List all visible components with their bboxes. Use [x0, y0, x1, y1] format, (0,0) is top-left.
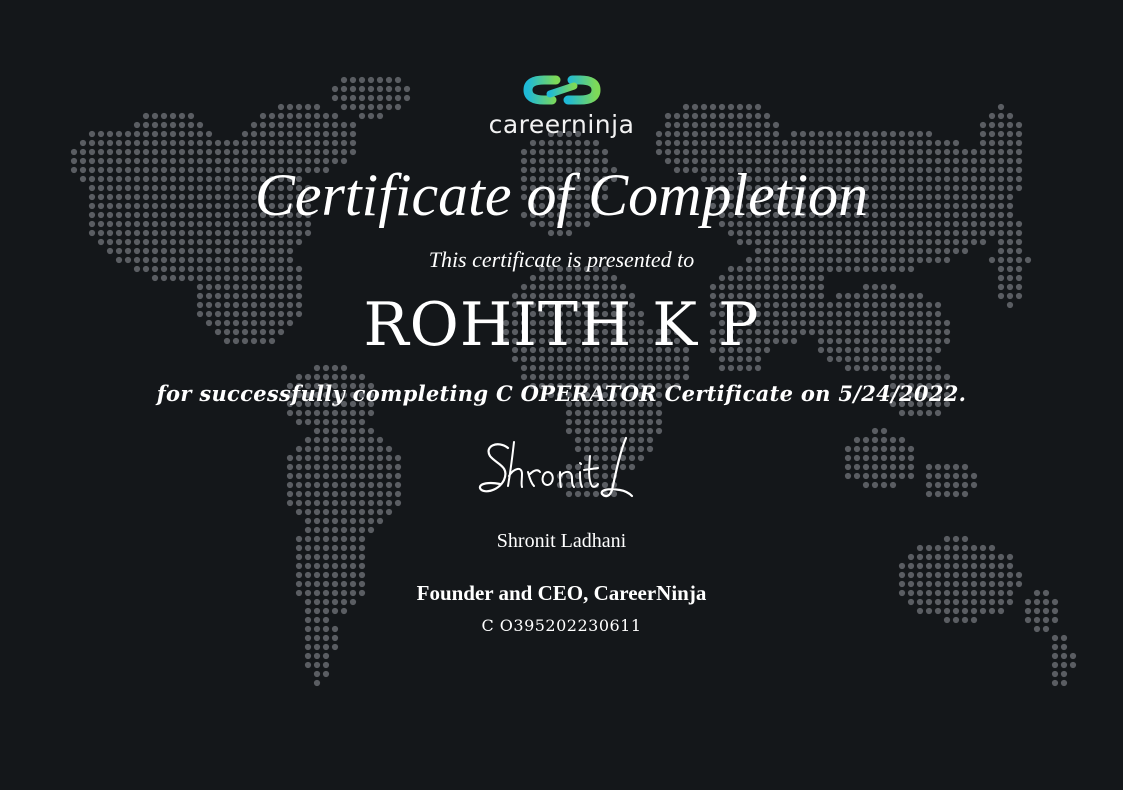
- recipient-name: ROHITH K P: [363, 290, 760, 360]
- certificate-id: C O395202230611: [481, 616, 642, 635]
- certificate-title: Certificate of Completion: [254, 162, 869, 228]
- signer-name: Shronit Ladhani: [496, 530, 627, 552]
- signer-role: Founder and CEO, CareerNinja: [416, 581, 707, 605]
- brand-logo: [0, 72, 1123, 139]
- completion-statement: for successfully completing C OPERATOR Certificate on 5/24/2022.: [156, 381, 967, 406]
- signature-image: [470, 432, 650, 504]
- presented-to-text: This certificate is presented to: [428, 247, 695, 272]
- brand-name: careerninja: [488, 110, 635, 139]
- infinity-link-icon: [522, 72, 602, 108]
